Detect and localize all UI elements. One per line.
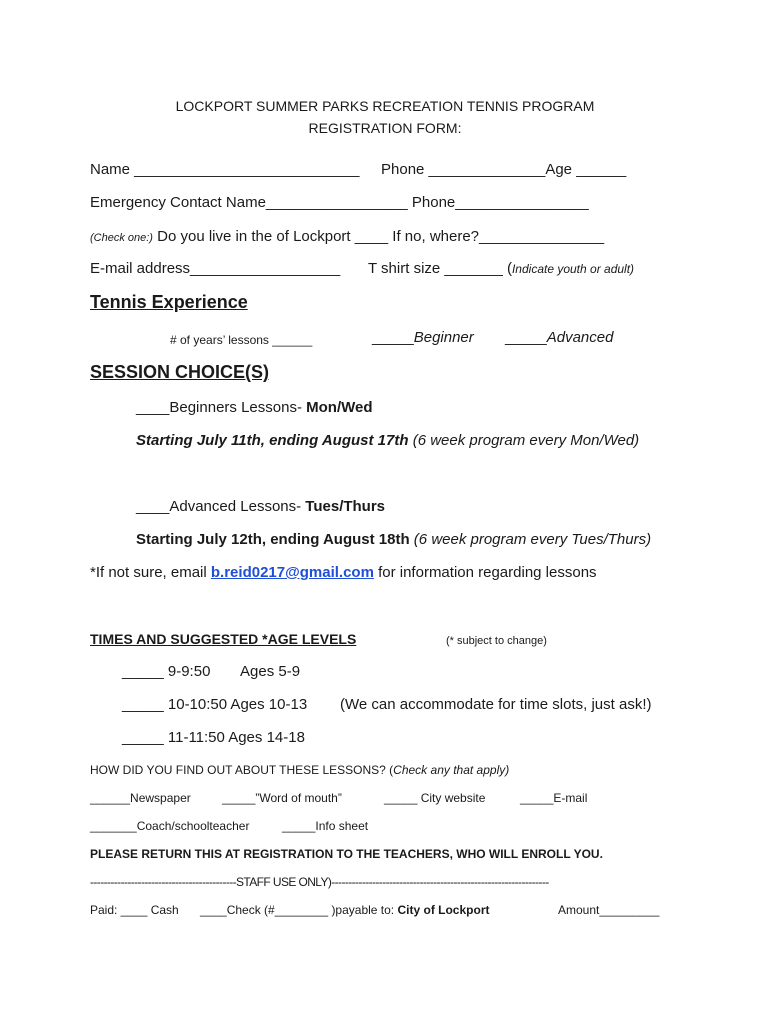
newspaper-option[interactable]: ______Newspaper	[90, 791, 191, 805]
advanced-option[interactable]	[505, 329, 613, 347]
beginners-lessons-label: ____Beginners Lessons-	[136, 399, 307, 416]
not-sure-suffix: for information regarding lessons	[373, 564, 597, 581]
form-title-line2: REGISTRATION FORM:	[308, 120, 462, 136]
time-slot-note: (We can accommodate for time slots, just ask!)	[340, 696, 652, 713]
contact-email-link[interactable]: b.reid0217@gmail.com	[210, 564, 374, 581]
years-lessons-field[interactable]: # of years’ lessons ______	[170, 333, 313, 347]
email-field[interactable]: E-mail address__________________	[90, 260, 341, 277]
advanced-lessons-label: ____Advanced Lessons-	[136, 498, 306, 515]
check-one-note: (Check one:)	[90, 232, 153, 244]
tshirt-note: Indicate youth or adult)	[511, 262, 635, 276]
beginners-days: Mon/Wed	[306, 399, 373, 416]
name-field[interactable]: Name ___________________________	[90, 161, 360, 178]
time-slot-11[interactable]: _____ 11-11:50 Ages 14-18	[122, 729, 305, 746]
find-out-text: HOW DID YOU FIND OUT ABOUT THESE LESSONS? (	[90, 763, 394, 777]
not-sure-prefix: *If not sure, email	[90, 564, 211, 581]
beginners-schedule	[136, 432, 639, 450]
lockport-question: Do you live in the of Lockport ____ If no, where?_______________	[157, 228, 605, 245]
subject-to-change-note: (* subject to change)	[446, 635, 547, 647]
advanced-blank: _____	[505, 329, 547, 346]
find-out-question	[90, 761, 509, 779]
beginner-option[interactable]	[372, 329, 474, 347]
phone-age-field[interactable]: Phone ______________Age ______	[381, 161, 627, 178]
form-title-line1: LOCKPORT SUMMER PARKS RECREATION TENNIS PROGRAM	[175, 98, 595, 114]
staff-use-divider: -------------------------------------------STAFF USE ONLY)----------------------------------------------------------------	[90, 875, 549, 889]
city-website-option[interactable]: _____ City website	[384, 791, 486, 805]
advanced-days: Tues/Thurs	[305, 498, 386, 515]
beginners-lessons-option[interactable]	[136, 399, 373, 417]
please-return-note: PLEASE RETURN THIS AT REGISTRATION TO THE TEACHERS, WHO WILL ENROLL YOU.	[90, 847, 603, 861]
advanced-schedule	[136, 531, 651, 549]
advanced-dates: Starting July 12th, ending August 18th	[136, 531, 410, 548]
paid-cash-field[interactable]: Paid: ____ Cash	[90, 903, 179, 917]
advanced-lessons-option[interactable]	[136, 498, 385, 516]
time-slot-10[interactable]: _____ 10-10:50 Ages 10-13	[122, 696, 308, 713]
tshirt-label: T shirt size _______ (	[368, 260, 512, 277]
check-label: ____Check (#________ )payable to:	[200, 903, 398, 917]
email-option[interactable]: _____E-mail	[520, 791, 588, 805]
advanced-label: Advanced	[546, 329, 614, 346]
session-choice-heading: SESSION CHOICE(S)	[90, 362, 270, 382]
info-sheet-option[interactable]: _____Info sheet	[282, 819, 369, 833]
not-sure-note	[90, 564, 597, 582]
payable-to: City of Lockport	[397, 903, 490, 917]
beginner-blank: _____	[372, 329, 414, 346]
tshirt-field[interactable]	[368, 260, 634, 278]
beginners-dates: Starting July 11th, ending August 17th	[136, 432, 409, 449]
beginners-note: (6 week program every Mon/Wed)	[408, 432, 640, 449]
lockport-residence-field[interactable]	[90, 228, 604, 247]
coach-option[interactable]: _______Coach/schoolteacher	[90, 819, 250, 833]
check-field[interactable]	[200, 901, 489, 919]
advanced-note: (6 week program every Tues/Thurs)	[409, 531, 652, 548]
beginner-label: Beginner	[413, 329, 474, 346]
emergency-contact-field[interactable]: Emergency Contact Name_________________ Phone________________	[90, 194, 589, 211]
times-heading: TIMES AND SUGGESTED *AGE LEVELS	[90, 631, 357, 647]
time-slot-9[interactable]: _____ 9-9:50	[122, 663, 211, 680]
tennis-experience-heading: Tennis Experience	[90, 292, 248, 312]
time-slot-9-ages: Ages 5-9	[240, 663, 301, 680]
find-out-italic: Check any that apply)	[393, 763, 510, 777]
word-of-mouth-option[interactable]: _____”Word of mouth”	[222, 791, 342, 805]
amount-field[interactable]: Amount_________	[558, 903, 660, 917]
